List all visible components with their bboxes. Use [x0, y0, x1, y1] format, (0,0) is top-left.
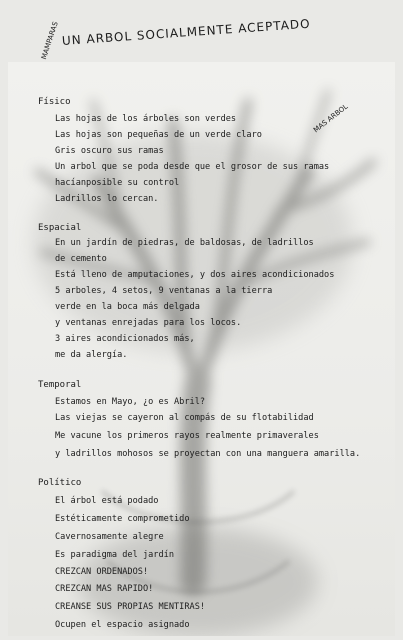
poem-line: verde en la boca más delgada — [55, 302, 200, 312]
poem-line: Es paradigma del jardín — [55, 550, 174, 560]
margin-note-left: MAMPARAS — [40, 20, 60, 61]
poem-line: me da alergía. — [55, 350, 128, 360]
poem-line: de cemento — [55, 254, 107, 264]
section-heading-politico: Político — [38, 478, 82, 488]
poem-line: Cavernosamente alegre — [55, 532, 164, 542]
poem-line: CREZCAN MAS RAPIDO! — [55, 584, 154, 594]
poem-line: Las viejas se cayeron al compás de su flotabilidad — [55, 413, 314, 423]
section-heading-temporal: Temporal — [38, 380, 82, 390]
margin-note-right: MAS ARBOL — [312, 102, 350, 135]
poem-line: Un arbol que se poda desde que el grosor de sus ramas — [55, 162, 330, 172]
poem-line: CREZCAN ORDENADOS! — [55, 567, 149, 577]
poem-line: En un jardín de piedras, de baldosas, de ladrillos — [55, 238, 314, 248]
poem-line: Estamos en Mayo, ¿o es Abril? — [55, 397, 206, 407]
poem-line: 5 arboles, 4 setos, 9 ventanas a la tierra — [55, 286, 273, 296]
section-heading-fisico: Físico — [38, 97, 71, 107]
poem-line: Me vacune los primeros rayos realmente primaverales — [55, 431, 319, 441]
poem-line: y ventanas enrejadas para los locos. — [55, 318, 242, 328]
poem-line: Ocupen el espacio asignado — [55, 620, 190, 630]
section-heading-espacial: Espacial — [38, 223, 82, 233]
poem-line: Estéticamente comprometido — [55, 514, 190, 524]
poem-line: Las hojas son pequeñas de un verde claro — [55, 130, 262, 140]
poem-line: Las hojas de los árboles son verdes — [55, 114, 237, 124]
poem-line: Gris oscuro sus ramas — [55, 146, 164, 156]
poem-line: hacíanposible su control — [55, 178, 180, 188]
page-title: UN ARBOL SOCIALMENTE ACEPTADO — [61, 16, 311, 48]
poem-line: y ladrillos mohosos se proyectan con una manguera amarilla. — [55, 449, 361, 459]
poem-line: 3 aires acondicionados más, — [55, 334, 195, 344]
poem-line: El árbol está podado — [55, 496, 159, 506]
poem-line: CREANSE SUS PROPIAS MENTIRAS! — [55, 602, 206, 612]
poem-line: Está lleno de amputaciones, y dos aires acondicionados — [55, 270, 335, 280]
poem-line: Ladrillos lo cercan. — [55, 194, 159, 204]
